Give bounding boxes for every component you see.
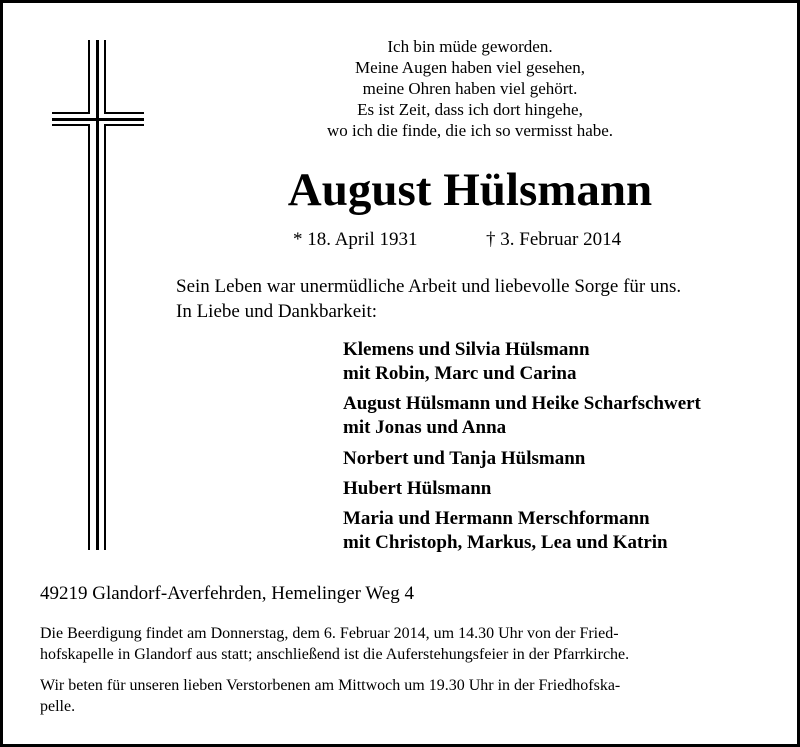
mourner-line: Hubert Hülsmann bbox=[343, 478, 492, 499]
death-date: † 3. Februar 2014 bbox=[486, 229, 622, 250]
tribute-line: Sein Leben war unermüdliche Arbeit und liebevolle Sorge für uns. bbox=[176, 276, 682, 297]
prayer-notice bbox=[40, 675, 766, 717]
memorial-poem bbox=[250, 36, 690, 141]
mourner-group bbox=[343, 338, 590, 386]
mourner-line: Norbert und Tanja Hülsmann bbox=[343, 448, 586, 469]
mourner-line: mit Robin, Marc und Carina bbox=[343, 363, 577, 384]
mourner-group bbox=[343, 477, 491, 501]
mourner-line: Maria und Hermann Merschformann bbox=[343, 508, 650, 529]
poem-line: Meine Augen haben viel gesehen, bbox=[355, 58, 585, 77]
funeral-notice bbox=[40, 623, 766, 665]
notice-line: Wir beten für unseren lieben Verstorbenen am Mittwoch um 19.30 Uhr in der Friedhofska- bbox=[40, 677, 621, 694]
mourner-group bbox=[343, 447, 585, 471]
mourner-group bbox=[343, 507, 668, 555]
birth-date: * 18. April 1931 bbox=[293, 229, 418, 250]
family-address: 49219 Glandorf-Averfehrden, Hemelinger Weg 4 bbox=[40, 583, 414, 604]
tribute-line: In Liebe und Dankbarkeit: bbox=[176, 301, 378, 322]
notice-line: Die Beerdigung findet am Donnerstag, dem 6. Februar 2014, um 14.30 Uhr von der Fried- bbox=[40, 625, 619, 642]
poem-line: wo ich die finde, die ich so vermisst habe. bbox=[326, 121, 614, 140]
poem-line: Ich bin müde geworden. bbox=[387, 37, 553, 56]
poem-line: Es ist Zeit, dass ich dort hingehe, bbox=[357, 100, 583, 119]
mourner-line: Klemens und Silvia Hülsmann bbox=[343, 339, 590, 360]
mourner-group bbox=[343, 392, 701, 440]
poem-line: meine Ohren haben viel gehört. bbox=[362, 79, 578, 98]
mourner-line: August Hülsmann und Heike Scharfschwert bbox=[343, 393, 701, 414]
mourner-line: mit Christoph, Markus, Lea und Katrin bbox=[343, 532, 668, 553]
tribute-text bbox=[176, 274, 681, 324]
deceased-name: August Hülsmann bbox=[287, 164, 653, 216]
notice-line: pelle. bbox=[40, 698, 76, 715]
cross-icon bbox=[40, 40, 156, 550]
notice-line: hofskapelle in Glandorf aus statt; anschließend ist die Auferstehungsfeier in der Pfarrkirche. bbox=[40, 646, 630, 663]
mourner-line: mit Jonas und Anna bbox=[343, 417, 507, 438]
